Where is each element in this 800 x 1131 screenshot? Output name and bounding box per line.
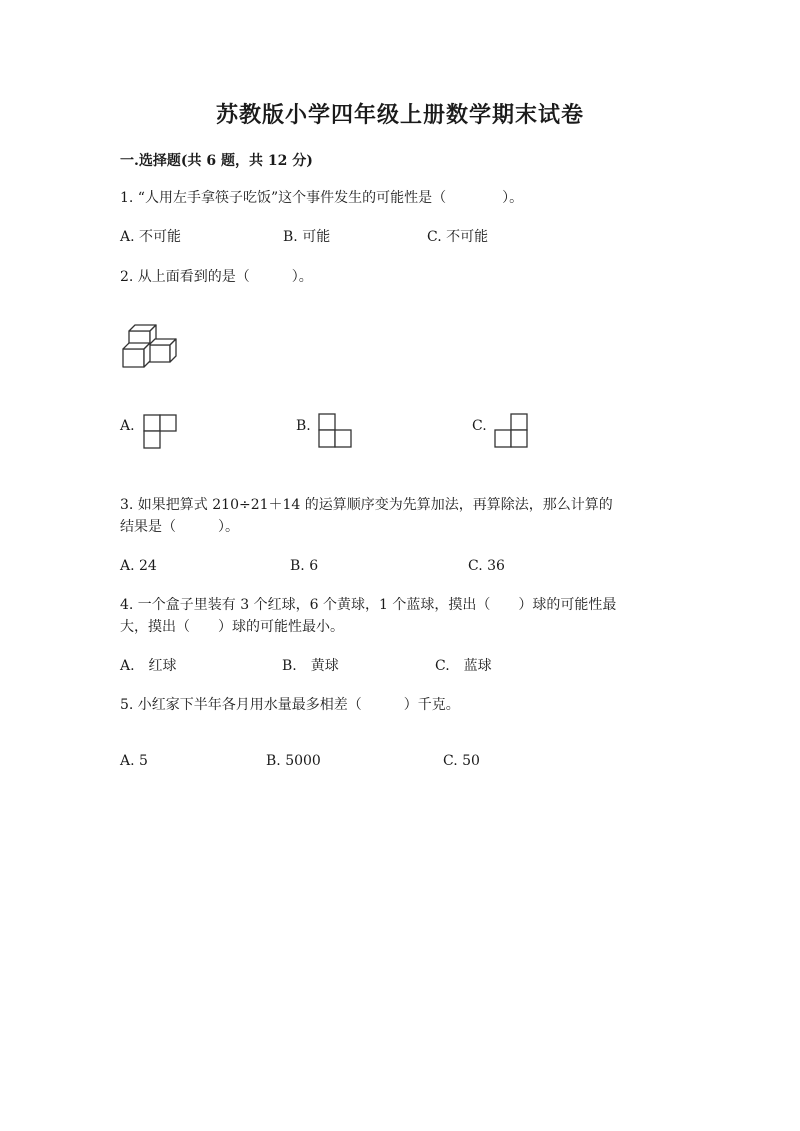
question-2-option-a[interactable]: A. [120,418,135,434]
page-title: 苏教版小学四年级上册数学期末试卷 [215,102,584,128]
question-4-stem-line-2: 大，摸出（ ）球的可能性最小。 [120,619,344,635]
question-5-option-a[interactable]: A. 5 [120,753,148,769]
question-1-option-a[interactable]: A. 不可能 [120,229,182,245]
cube-stack-figure [120,322,182,370]
question-1-option-b[interactable]: B. 可能 [283,229,331,245]
question-5-stem: 5. 小红家下半年各月用水量最多相差（ ）千克。 [120,697,460,713]
question-1-stem: 1. “人用左手拿筷子吃饭”这个事件发生的可能性是（ ）。 [120,190,524,206]
question-3-option-b[interactable]: B. 6 [290,558,319,574]
question-2-option-b[interactable]: B. [296,418,311,434]
question-3-stem-line-2: 结果是（ ）。 [120,519,239,535]
question-2-stem: 2. 从上面看到的是（ ）。 [120,269,313,285]
question-3-option-a[interactable]: A. 24 [120,558,157,574]
question-3-option-c[interactable]: C. 36 [468,558,505,574]
question-2-option-c[interactable]: C. [472,418,487,434]
question-1-option-c[interactable]: C. 不可能 [427,229,489,245]
option-a-top-view-figure [143,414,178,450]
section-heading: 一.选择题(共 6 题，共 12 分) [120,153,313,169]
question-3-stem-line-1: 3. 如果把算式 210÷21＋14 的运算顺序变为先算加法，再算除法，那么计算的 [120,497,613,513]
option-c-top-view-figure [494,413,529,449]
question-4-option-c[interactable]: C. 蓝球 [435,658,492,674]
option-b-top-view-figure [318,413,353,449]
question-4-option-a[interactable]: A. 红球 [120,658,177,674]
question-5-option-b[interactable]: B. 5000 [266,753,321,769]
question-5-option-c[interactable]: C. 50 [443,753,480,769]
question-4-option-b[interactable]: B. 黄球 [282,658,339,674]
question-4-stem-line-1: 4. 一个盒子里装有 3 个红球，6 个黄球，1 个蓝球，摸出（ ）球的可能性最 [120,597,617,613]
